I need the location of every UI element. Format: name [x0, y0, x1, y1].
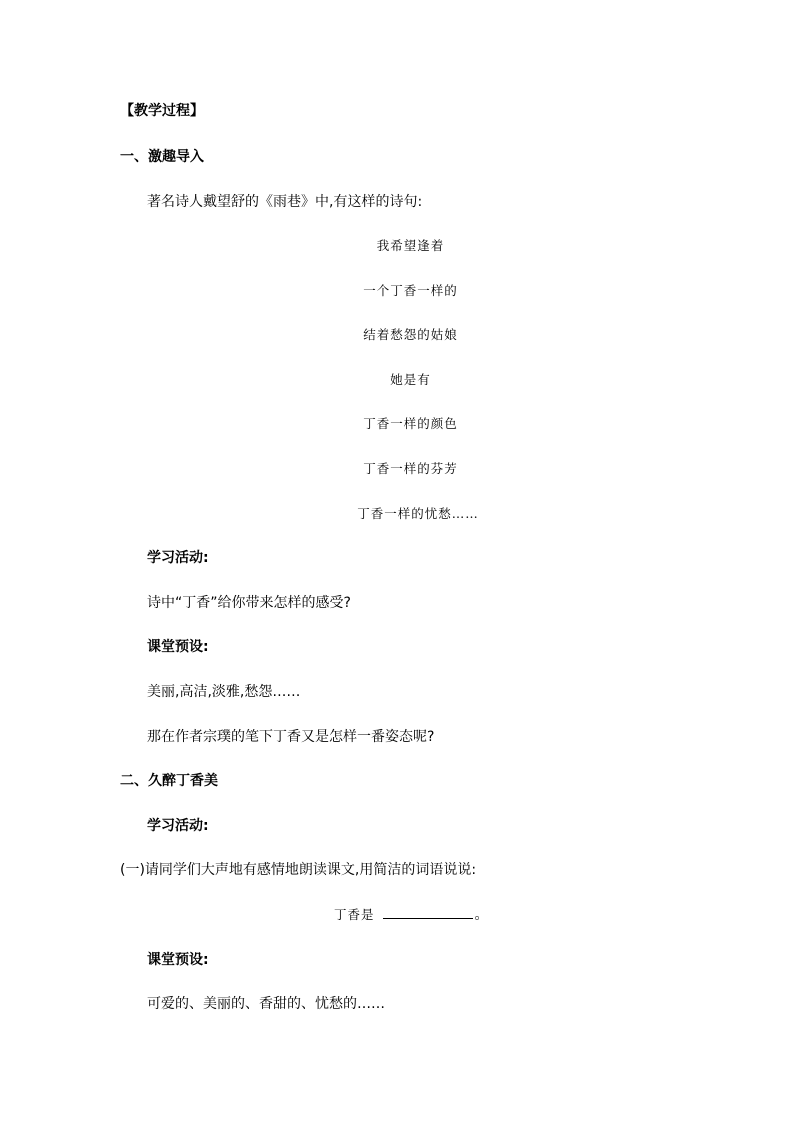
section2-task: (一)请同学们大声地有感情地朗读课文,用简洁的词语说说: [120, 862, 477, 878]
section2-title: 二、久醉丁香美 [120, 773, 218, 789]
poem-line-6: 丁香一样的芬芳 [363, 461, 458, 476]
section2-activity-label: 学习活动: [147, 818, 209, 834]
section2-preset-answer: 可爱的、美丽的、香甜的、忧愁的…… [147, 996, 385, 1012]
section1-activity-question: 诗中“丁香”给你带来怎样的感受? [147, 595, 351, 611]
poem-line-5: 丁香一样的颜色 [363, 416, 458, 431]
poem-line-3: 结着愁怨的姑娘 [363, 327, 458, 342]
section1-intro: 著名诗人戴望舒的《雨巷》中,有这样的诗句: [147, 194, 423, 210]
section1-transition: 那在作者宗璞的笔下丁香又是怎样一番姿态呢? [147, 729, 435, 745]
poem-line-4: 她是有 [390, 372, 431, 387]
section1-preset-answer: 美丽,高洁,淡雅,愁怨…… [147, 684, 301, 700]
fill-suffix: 。 [474, 907, 489, 923]
section1-activity-label: 学习活动: [147, 550, 209, 566]
section1-title: 一、激趣导入 [120, 149, 204, 165]
fill-in-sentence [334, 906, 489, 924]
section1-preset-label: 课堂预设: [147, 639, 209, 655]
fill-prefix: 丁香是 [334, 907, 375, 922]
fill-blank [383, 906, 473, 919]
poem-line-7: 丁香一样的忧愁…… [357, 506, 479, 521]
poem-line-2: 一个丁香一样的 [363, 283, 458, 298]
process-heading: 【教学过程】 [120, 103, 204, 119]
section2-preset-label: 课堂预设: [147, 952, 209, 968]
poem-line-1: 我希望逢着 [376, 238, 445, 253]
